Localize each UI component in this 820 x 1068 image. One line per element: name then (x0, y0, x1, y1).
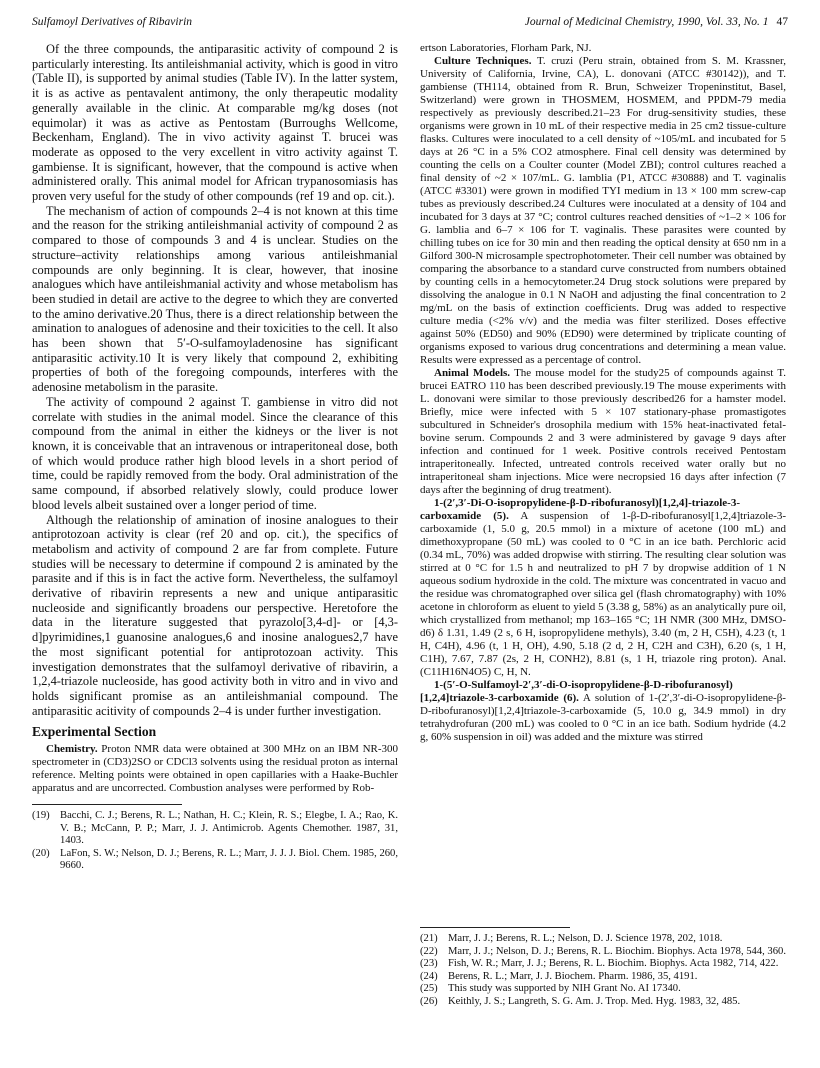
reference-number: (23) (420, 958, 438, 970)
runin-heading: 1-(2′,3′-Di-O-isopropylidene-β-D-ribofuranosyl)[1,2,4]-triazole-3-carboxamide (5). (420, 497, 740, 522)
reference-number: (20) (32, 847, 50, 859)
reference-text: Marr, J. J.; Berens, R. L.; Nelson, D. J. Science 1978, 202, 1018. (448, 933, 723, 944)
reference-number: (24) (420, 970, 438, 982)
reference-list (420, 933, 786, 1009)
reference-number: (25) (420, 983, 438, 995)
reference-text: Fish, W. R.; Marr, J. J.; Berens, R. L. Biochim. Biophys. Acta 1982, 714, 422. (448, 958, 779, 970)
reference-item (420, 983, 786, 996)
reference-number: (21) (420, 933, 438, 944)
running-title: Sulfamoyl Derivatives of Ribavirin (32, 16, 193, 28)
runin-heading: 1-(5′-O-Sulfamoyl-2′,3′-di-O-isopropylidene-β-D-ribofuranosyl)[1,2,4]triazole-3-carboxamide (6). (420, 679, 733, 704)
animal-paragraph (420, 367, 786, 497)
left-column (32, 42, 398, 1054)
runin-heading: Chemistry. (46, 743, 98, 756)
footnote-rule (32, 804, 182, 805)
right-footnotes (420, 918, 786, 1009)
journal-citation (525, 16, 788, 28)
reference-text: Berens, R. L.; Marr, J. J. Biochem. Pharm. 1986, 35, 4191. (448, 970, 698, 982)
journal-name: Journal of Medicinal Chemistry, 1990, Vol. 33, No. 1 (524, 16, 769, 28)
running-header (32, 16, 788, 36)
reference-number: (26) (420, 995, 438, 1007)
paragraph-text: A suspension of 1-β-D-ribofuranosyl[1,2,4]triazole-3-carboxamide (1, 5.0 g, 20.5 mmol) in a mixture of acetone (100 mL) and dimethoxypropane (50 mL) was cooled to 0 °C in an ice bath. Perchloric acid (0.34 mL, 70%) was added dropwise with stirring. The resulting clear solution was stirred at 0 °C for 1.5 h and neutralized to pH 7 by dropwise addition of 1 N aqueous sodium hydroxide in the cold. The mixture was concentrated in vacuo and the residue was chromatographed over silica gel (flash chromatography) with 10% acetone in chloroform as eluent to yield 5 (3.38 g, 58%) as an analytically pure oil, which crystallized from methanol; mp 163–165 °C; 1H NMR (300 MHz, DMSO-d6) δ 1.31, 1.49 (2 s, 6 H, isopropylidene methyls), 3.40 (m, 2 H, C5H), 4.23 (t, 1 H, C4H), 4.96 (t, 1 H, OH), 4.90, 5.18 (2 d, 2 H, C2H and C3H), 6.20 (s, 1 H, C1H), 7.67, 7.87 (2s, 2 H, CONH2), 8.81 (s, 1 H, triazole ring proton). Anal. (C11H16N4O5) C, H, N. (420, 510, 786, 678)
reference-item (420, 946, 786, 959)
paragraph: Although the relationship of amination of inosine analogues to their antiprotozoan activity is clear (ref 20 and op. cit.), the specifics of metabolism and activity of compound 2 are far from complete. Future studies will be necessary to determine if compound 2 is aminated by the parasite and if this is in fact the active form. Nevertheless, the sulfamoyl derivative of ribavirin represents a new and unique antiparasitic nucleoside and significantly broadens our perspective. Heretofore the data in the literature suggested that pyrazolo[3,4-d]- or [4,3-d]pyrimidines,1 guanosine analogues,6 and inosine analogues2,7 have the most significant potential for antiprotozoan activity. This investigation demonstrates that the sulfamoyl derivative of ribavirin, a 1,2,4-triazole nucleoside, has good activity both in vitro and in vivo and holds significant promise as an antileishmanial compound. The antiparasitic acitivity of compounds 2–4 is under further investigation. (32, 512, 398, 718)
paragraph-text: The mouse model for the study25 of compounds against T. brucei EATRO 110 has been described previously.19 The mouse experiments with L. donovani were similar to those previously described26 for a hamster model. Briefly, mice were infected with 5 × 107 stationary-phase promastigotes subcultured in Schneider's drosophila medium with 15% heat-inactivated fetal-bovine serum. Compounds 2 and 3 were administered by gavage 9 days after infection and continued for 1 week. Positive controls received Pentostam intraperitoneally. Infected, untreated controls received water orally but no intraperitoneal sham injections. Mice were necropsied 16 days after infection (7 days after the beginning of drug treatment). (420, 367, 786, 496)
section-heading: Experimental Section (32, 724, 157, 740)
reference-item (32, 810, 398, 848)
right-column (420, 42, 786, 1054)
reference-text: This study was supported by NIH Grant No. AI 17340. (448, 983, 681, 995)
reference-item (420, 996, 786, 1009)
reference-number: (19) (32, 810, 50, 822)
continuation-text: ertson Laboratories, Florham Park, NJ. (420, 42, 592, 54)
chemistry-paragraph (32, 743, 398, 795)
compound5-paragraph (420, 497, 786, 679)
reference-item (420, 971, 786, 984)
paragraph-text: T. cruzi (Peru strain, obtained from S. M. Krassner, University of California, Irvine, CA), L. donovani (ATCC #30142)), and T. gambiense (TH114, obtained from R. Brun, Schweizer Tropeninstitut, Basel, Switzerland) were grown in THOSMEM, HOSMEM, and PPDM-79 media respectively as previously described.21–23 For drug-sensitivity studies, these organisms were grown in 10 mL of their respective media in 25 cm2 tissue-culture flasks. Cultures were inoculated to a cell density of ~105/mL and incubated for 5 days at 26 °C in a 5% CO2 atmosphere. Final cell density was determined by counting the cells on a Coulter counter (Model ZBI); control cultures reached a final density of ~2 × 107/mL. G. lamblia (P1, ATCC #30888) and T. vaginalis (ATCC #3301) were grown in modified TYI medium in 13 × 100 mm screw-cap tubes as previously described.24 Cultures were inoculated at a density of 104 and incubated for 3 days at 37 °C; control cultures reached densities of ~1–2 × 106 for G. lamblia and 6–7 × 106 for T. vaginalis. These parasites were counted by chilling tubes on ice for 30 min and then reading the optical density at 650 nm in a Gilford 300-N microsample spectrophotometer. Their cell number was obtained by comparing the absorbance to a standard curve constructed from numbers obtained by counting cells in a hemocytometer.24 Drug stock solutions were prepared by dissolving the analogue in 0.1 N NaOH and adjusting the final concentration to 2 mg/mL on the basis of extinction coefficients. Drug was added to respective culture media (<2% v/v) and the media was filter sterilized. Doses effective against 50% (ED50) and 90% (ED90) were determined by triplicate counting of organisms exposed to various drug concentrations and determining a mean value. Results were expressed as a percentage of control. (420, 55, 786, 366)
reference-text: LaFon, S. W.; Nelson, D. J.; Berens, R. L.; Marr, J. J. J. Biol. Chem. 1985, 260, 9660. (60, 847, 398, 872)
runin-heading: Culture Techniques. (434, 55, 532, 67)
reference-number: (22) (420, 945, 438, 957)
culture-paragraph (420, 55, 786, 367)
footnote-rule (420, 927, 570, 928)
paragraph: Of the three compounds, the antiparasitic activity of compound 2 is particularly interesting. Its antileishmanial activity, which is good in vitro (Table II), is supported by animal studies (Table IV). In the latter system, it is as active as pentavalent antimony, the only therapeutic modality generally available in the clinic. At comparable mg/kg doses (not equimolar) it was as active as Pentostam (Burroughs Wellcome, Beckenham, England). The in vivo activity against T. brucei was moderate as opposed to the very excellent in vitro activity against T. gambiense. It is significant, however, that the compound is active when administered orally. This animal model for African trypanosomiasis has proven very useful for the study of other compounds (ref 19 and op. cit.). (32, 42, 398, 204)
paragraph: The mechanism of action of compounds 2–4 is not known at this time and the reason for the striking antileishmanial activity of compound 2 as compared to those of compounds 3 and 4 is unclear. Studies on the structure–activity relationships among various antileishmanial compounds are only beginning. It is clear, however, that inosine analogues which have antileishmanial activity and whose metabolism has been studied in detail are active to the degree to which they are converted to the amino derivative.20 Thus, there is a direct relationship between the amination to analogues of adenosine and their toxicities to the cell. It also has been shown that 5′-O-sulfamoyladenosine has significant antiparasitic activity.10 It is very likely that compound 2, exhibiting properties of both of the foregoing compounds, interferes with the adenosine metabolism in the parasite. (32, 203, 398, 395)
reference-item (32, 848, 398, 873)
reference-item (420, 958, 786, 971)
reference-text: Bacchi, C. J.; Berens, R. L.; Nathan, H. C.; Klein, R. S.; Elegbe, I. A.; Rao, K. V. B.; McCann, P. P.; Marr, J. J. Antimicrob. Agents Chemother. 1987, 31, 1403. (60, 810, 398, 847)
paragraph-text: A solution of 1-(2′,3′-di-O-isopropylidene-β-D-ribofuranosyl)[1,2,4]triazole-3-carboxamide (5, 10.0 g, 34.9 mmol) in dry tetrahydrofuran (200 mL) was cooled to 0 °C in an ice bath. Sodium hydride (4.2 g, 60% suspension in oil) was added and the mixture was stirred (420, 692, 786, 743)
compound6-paragraph (420, 679, 786, 744)
page-number: 47 (776, 16, 788, 28)
reference-text: Keithly, J. S.; Langreth, S. G. Am. J. Trop. Med. Hyg. 1983, 32, 485. (448, 995, 741, 1007)
paragraph: The activity of compound 2 against T. gambiense in vitro did not correlate with studies in the animal model. Since the clearance of this compound from the animal in either the kidneys or the liver is not known, it is conceivable that an intravenous or intraperitoneal dose, both of which would produce rather high blood levels in a short period of time, could be rapidly removed from the body. Oral administration of the same compound, if absorbed relatively slowly, could produce lower blood levels albeit sustained over a longer period of time. (32, 394, 398, 512)
reference-text: Marr, J. J.; Nelson, D. J.; Berens, R. L. Biochim. Biophys. Acta 1978, 544, 360. (448, 945, 786, 957)
paragraph-text: Proton NMR data were obtained at 300 MHz on an IBM NR-300 spectrometer in (CD3)2SO or CDCl3 solvents using the residual proton as internal reference. Melting points were obtained in open capillaries with a Haake-Buchler apparatus and are uncorrected. Combustion analyses were performed by Rob- (32, 743, 398, 795)
reference-item (420, 933, 786, 946)
runin-heading: Animal Models. (434, 367, 511, 379)
reference-list (32, 810, 398, 873)
